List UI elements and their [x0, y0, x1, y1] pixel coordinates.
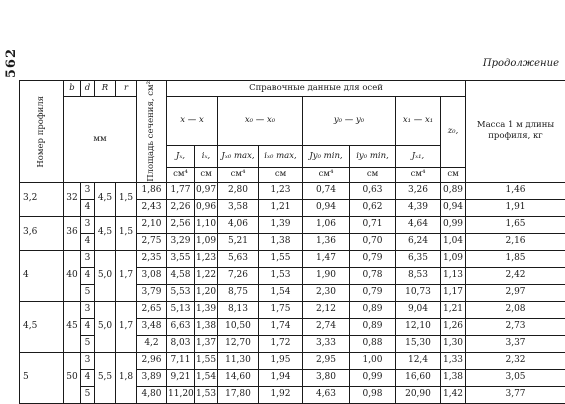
d-cell: 4: [81, 233, 95, 250]
d-cell: 5: [81, 386, 95, 403]
R-cell: 5,0: [95, 250, 116, 301]
ix0-cell: 1,74: [259, 318, 303, 335]
d-cell: 5: [81, 335, 95, 352]
z0-cell: 1,21: [441, 301, 466, 318]
Jx-cell: 5,13: [167, 301, 195, 318]
Jy0-cell: 1,36: [303, 233, 350, 250]
area-cell: 2,65: [137, 301, 167, 318]
ix-cell: 1,09: [195, 233, 218, 250]
z0-cell: 1,42: [441, 386, 466, 403]
Jx1-cell: 3,26: [396, 182, 441, 199]
R-header: R: [95, 81, 116, 97]
r-cell: 1,5: [116, 216, 137, 250]
b-header: b: [64, 81, 81, 97]
ix-cell: 1,22: [195, 267, 218, 284]
r-header: r: [116, 81, 137, 97]
area-cell: 2,43: [137, 199, 167, 216]
Jx-cell: 4,58: [167, 267, 195, 284]
axis-y0-header: y₀ — y₀: [303, 97, 396, 146]
ix0-cell: 1,92: [259, 386, 303, 403]
ix0-cell: 1,75: [259, 301, 303, 318]
ix0-cell: 1,23: [259, 182, 303, 199]
table-row: [20, 250, 565, 267]
mass-cell: 2,08: [466, 301, 565, 318]
Jx1-cell: 9,04: [396, 301, 441, 318]
Jx-cell: 9,21: [167, 369, 195, 386]
d-cell: 4: [81, 199, 95, 216]
Jx1-cell: 4,39: [396, 199, 441, 216]
Jx0-cell: 12,70: [218, 335, 259, 352]
ix-cell: 1,37: [195, 335, 218, 352]
mass-cell: 2,16: [466, 233, 565, 250]
d-cell: 3: [81, 301, 95, 318]
ix-cell: 1,54: [195, 369, 218, 386]
d-cell: 3: [81, 216, 95, 233]
z0-cell: 1,04: [441, 233, 466, 250]
r-cell: 1,5: [116, 182, 137, 216]
Jx0-cell: 5,63: [218, 250, 259, 267]
page-number: 562: [4, 48, 26, 78]
mass-cell: 1,65: [466, 216, 565, 233]
d-cell: 3: [81, 352, 95, 369]
r-cell: 1,7: [116, 250, 137, 301]
axis-xx-header: x — x: [167, 97, 218, 146]
mass-cell: 2,73: [466, 318, 565, 335]
Jx1-cell: 8,53: [396, 267, 441, 284]
Jy0-cell: 1,90: [303, 267, 350, 284]
iy0-header: iy₀ min,: [350, 145, 396, 167]
mass-cell: 3,37: [466, 335, 565, 352]
iy0-cell: 0,98: [350, 386, 396, 403]
ix-cell: 0,96: [195, 199, 218, 216]
Jx0-unit: см⁴: [218, 167, 259, 182]
Jx1-cell: 10,73: [396, 284, 441, 301]
z0-cell: 1,38: [441, 369, 466, 386]
continuation-label: Продолжение: [483, 58, 559, 69]
Jx0-cell: 8,75: [218, 284, 259, 301]
z0-cell: 1,30: [441, 335, 466, 352]
area-cell: 4,2: [137, 335, 167, 352]
area-cell: 2,10: [137, 216, 167, 233]
Jx1-unit: см⁴: [396, 167, 441, 182]
r-cell: 1,7: [116, 301, 137, 352]
ix0-cell: 1,21: [259, 199, 303, 216]
Jx0-cell: 11,30: [218, 352, 259, 369]
ix0-header: iₓ₀ max,: [259, 145, 303, 167]
iy0-unit: см: [350, 167, 396, 182]
iy0-cell: 0,89: [350, 301, 396, 318]
iy0-cell: 1,00: [350, 352, 396, 369]
steel-angle-table: [19, 80, 565, 404]
Jx0-cell: 3,58: [218, 199, 259, 216]
ix-cell: 1,38: [195, 318, 218, 335]
iy0-cell: 0,79: [350, 250, 396, 267]
z0-cell: 0,89: [441, 182, 466, 199]
Jy0-cell: 3,33: [303, 335, 350, 352]
ix0-cell: 1,72: [259, 335, 303, 352]
d-cell: 4: [81, 267, 95, 284]
Jx0-cell: 2,80: [218, 182, 259, 199]
Jx1-cell: 16,60: [396, 369, 441, 386]
d-header: d: [81, 81, 95, 97]
Jx-cell: 3,55: [167, 250, 195, 267]
Jx-unit: см⁴: [167, 167, 195, 182]
ix0-unit: см: [259, 167, 303, 182]
Jx0-cell: 5,21: [218, 233, 259, 250]
Jx1-cell: 20,90: [396, 386, 441, 403]
ix-cell: 1,55: [195, 352, 218, 369]
b-cell: 40: [64, 250, 81, 301]
table-body: [20, 182, 565, 403]
Jx0-header: Jₓ₀ max,: [218, 145, 259, 167]
profile-number-cell: 4,5: [20, 301, 64, 352]
mass-cell: 1,85: [466, 250, 565, 267]
ix-cell: 1,20: [195, 284, 218, 301]
Jx1-cell: 6,24: [396, 233, 441, 250]
Jx1-cell: 12,10: [396, 318, 441, 335]
iy0-cell: 0,71: [350, 216, 396, 233]
axis-x0-header: x₀ — x₀: [218, 97, 303, 146]
z0-cell: 0,94: [441, 199, 466, 216]
Jy0-unit: см⁴: [303, 167, 350, 182]
mass-cell: 1,91: [466, 199, 565, 216]
ix-cell: 1,53: [195, 386, 218, 403]
b-cell: 36: [64, 216, 81, 250]
iy0-cell: 0,62: [350, 199, 396, 216]
d-cell: 4: [81, 318, 95, 335]
Jx1-cell: 15,30: [396, 335, 441, 352]
ix0-cell: 1,55: [259, 250, 303, 267]
area-cell: 3,48: [137, 318, 167, 335]
R-cell: 4,5: [95, 216, 116, 250]
Jy0-header: Jy₀ min,: [303, 145, 350, 167]
z0-header: z₀,: [441, 97, 466, 168]
Jx0-cell: 17,80: [218, 386, 259, 403]
r-cell: 1,8: [116, 352, 137, 403]
d-cell: 3: [81, 182, 95, 199]
d-cell: 3: [81, 250, 95, 267]
iy0-cell: 0,63: [350, 182, 396, 199]
Jx-cell: 8,03: [167, 335, 195, 352]
z0-cell: 1,17: [441, 284, 466, 301]
area-cell: 3,89: [137, 369, 167, 386]
b-cell: 50: [64, 352, 81, 403]
table-row: [20, 352, 565, 369]
R-cell: 4,5: [95, 182, 116, 216]
Jy0-cell: 2,95: [303, 352, 350, 369]
ix-unit: см: [195, 167, 218, 182]
mass-cell: 3,05: [466, 369, 565, 386]
reference-header: Справочные данные для осей: [167, 81, 466, 97]
ix0-cell: 1,95: [259, 352, 303, 369]
Jx-header: Jₓ,: [167, 145, 195, 167]
Jx1-cell: 6,35: [396, 250, 441, 267]
R-cell: 5,0: [95, 301, 116, 352]
iy0-cell: 0,89: [350, 318, 396, 335]
table-row: [20, 301, 565, 318]
table-row: [20, 216, 565, 233]
area-cell: 2,35: [137, 250, 167, 267]
z0-cell: 0,99: [441, 216, 466, 233]
Jy0-cell: 0,74: [303, 182, 350, 199]
axis-x1-header: x₁ — x₁: [396, 97, 441, 146]
mass-cell: 2,42: [466, 267, 565, 284]
ix0-cell: 1,94: [259, 369, 303, 386]
Jx0-cell: 7,26: [218, 267, 259, 284]
profile-number-cell: 5: [20, 352, 64, 403]
profile-number-cell: 4: [20, 250, 64, 301]
area-header: Площадь сечения, см²: [137, 81, 167, 183]
Jx0-cell: 8,13: [218, 301, 259, 318]
ix-cell: 1,10: [195, 216, 218, 233]
table-row: [20, 182, 565, 199]
ix-cell: 1,39: [195, 301, 218, 318]
area-cell: 3,08: [137, 267, 167, 284]
area-cell: 2,75: [137, 233, 167, 250]
ix0-cell: 1,38: [259, 233, 303, 250]
d-cell: 5: [81, 284, 95, 301]
z0-cell: 1,33: [441, 352, 466, 369]
ix-cell: 1,23: [195, 250, 218, 267]
area-cell: 3,79: [137, 284, 167, 301]
mass-cell: 2,97: [466, 284, 565, 301]
area-cell: 4,80: [137, 386, 167, 403]
iy0-cell: 0,70: [350, 233, 396, 250]
b-cell: 45: [64, 301, 81, 352]
mm-header: мм: [64, 97, 137, 183]
area-cell: 1,86: [137, 182, 167, 199]
profile-number-header: Номер профиля: [20, 81, 64, 183]
Jy0-cell: 0,94: [303, 199, 350, 216]
Jy0-cell: 1,06: [303, 216, 350, 233]
Jy0-cell: 2,12: [303, 301, 350, 318]
mass-cell: 2,32: [466, 352, 565, 369]
Jy0-cell: 2,30: [303, 284, 350, 301]
Jx1-cell: 4,64: [396, 216, 441, 233]
z0-cell: 1,13: [441, 267, 466, 284]
d-cell: 4: [81, 369, 95, 386]
mass-header: Масса 1 м длины профиля, кг: [466, 81, 565, 183]
b-cell: 32: [64, 182, 81, 216]
z0-cell: 1,09: [441, 250, 466, 267]
iy0-cell: 0,88: [350, 335, 396, 352]
Jy0-cell: 1,47: [303, 250, 350, 267]
Jx0-cell: 10,50: [218, 318, 259, 335]
Jy0-cell: 2,74: [303, 318, 350, 335]
Jx-cell: 7,11: [167, 352, 195, 369]
ix0-cell: 1,39: [259, 216, 303, 233]
Jx-cell: 6,63: [167, 318, 195, 335]
ix-header: iₓ,: [195, 145, 218, 167]
profile-number-cell: 3,2: [20, 182, 64, 216]
ix0-cell: 1,54: [259, 284, 303, 301]
ix-cell: 0,97: [195, 182, 218, 199]
Jx-cell: 1,77: [167, 182, 195, 199]
z0-cell: 1,26: [441, 318, 466, 335]
iy0-cell: 0,78: [350, 267, 396, 284]
z0-unit: см: [441, 167, 466, 182]
iy0-cell: 0,79: [350, 284, 396, 301]
Jx1-cell: 12,4: [396, 352, 441, 369]
ix0-cell: 1,53: [259, 267, 303, 284]
Jx0-cell: 4,06: [218, 216, 259, 233]
Jx-cell: 11,20: [167, 386, 195, 403]
Jy0-cell: 3,80: [303, 369, 350, 386]
mass-cell: 3,77: [466, 386, 565, 403]
area-cell: 2,96: [137, 352, 167, 369]
iy0-cell: 0,99: [350, 369, 396, 386]
profile-number-cell: 3,6: [20, 216, 64, 250]
Jx-cell: 2,26: [167, 199, 195, 216]
Jx-cell: 3,29: [167, 233, 195, 250]
R-cell: 5,5: [95, 352, 116, 403]
mass-cell: 1,46: [466, 182, 565, 199]
Jy0-cell: 4,63: [303, 386, 350, 403]
Jx0-cell: 14,60: [218, 369, 259, 386]
Jx1-header: Jₓ₁,: [396, 145, 441, 167]
Jx-cell: 2,56: [167, 216, 195, 233]
Jx-cell: 5,53: [167, 284, 195, 301]
